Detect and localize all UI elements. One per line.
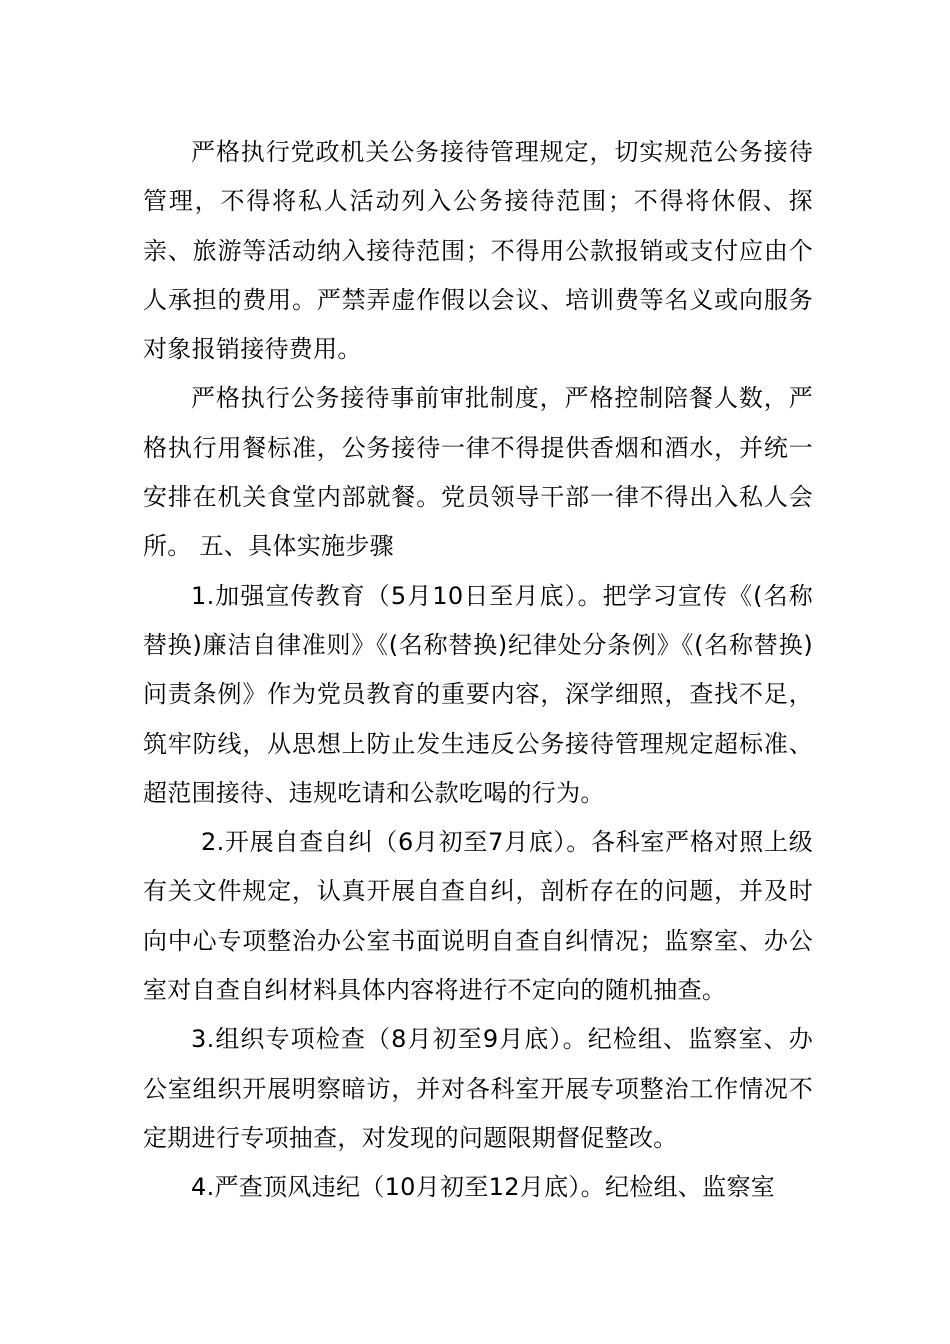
document-body [143, 128, 813, 1213]
paragraph-reception-rules: 严格执行党政机关公务接待管理规定，切实规范公务接待管理，不得将私人活动列入公务接待范围；不得将休假、探亲、旅游等活动纳入接待范围；不得用公款报销或支付应由个人承担的费用。严禁弄虚作假以会议、培训费等名义或向服务对象报销接待费用。 [143, 138, 813, 364]
paragraph-step-2: 2.开展自查自纠（6月初至7月底）。各科室严格对照上级有关文件规定，认真开展自查自纠，剖析存在的问题，并及时向中心专项整治办公室书面说明自查自纠情况；监察室、办公室对自查自纠材料具体内容将进行不定向的随机抽查。 [143, 828, 813, 1005]
paragraph-step-3: 3.组织专项检查（8月初至9月底）。纪检组、监察室、办公室组织开展明察暗访，并对各科室开展专项整治工作情况不定期进行专项抽查，对发现的问题限期督促整改。 [143, 1025, 813, 1152]
paragraph-approval-system: 严格执行公务接待事前审批制度，严格控制陪餐人数，严格执行用餐标准，公务接待一律不得提供香烟和酒水，并统一安排在机关食堂内部就餐。党员领导干部一律不得出入私人会所。 五、具体实施步骤 [143, 384, 813, 561]
paragraph-step-1: 1.加强宣传教育（5月10日至月底）。把学习宣传《(名称替换)廉洁自律准则》《(名称替换)纪律处分条例》《(名称替换)问责条例》作为党员教育的重要内容，深学细照，查找不足，筑牢防线，从思想上防止发生违反公务接待管理规定超标准、超范围接待、违规吃请和公款吃喝的行为。 [143, 581, 813, 807]
paragraph-step-4: 4.严查顶风违纪（10月初至12月底）。纪检组、监察室 [191, 1173, 776, 1202]
